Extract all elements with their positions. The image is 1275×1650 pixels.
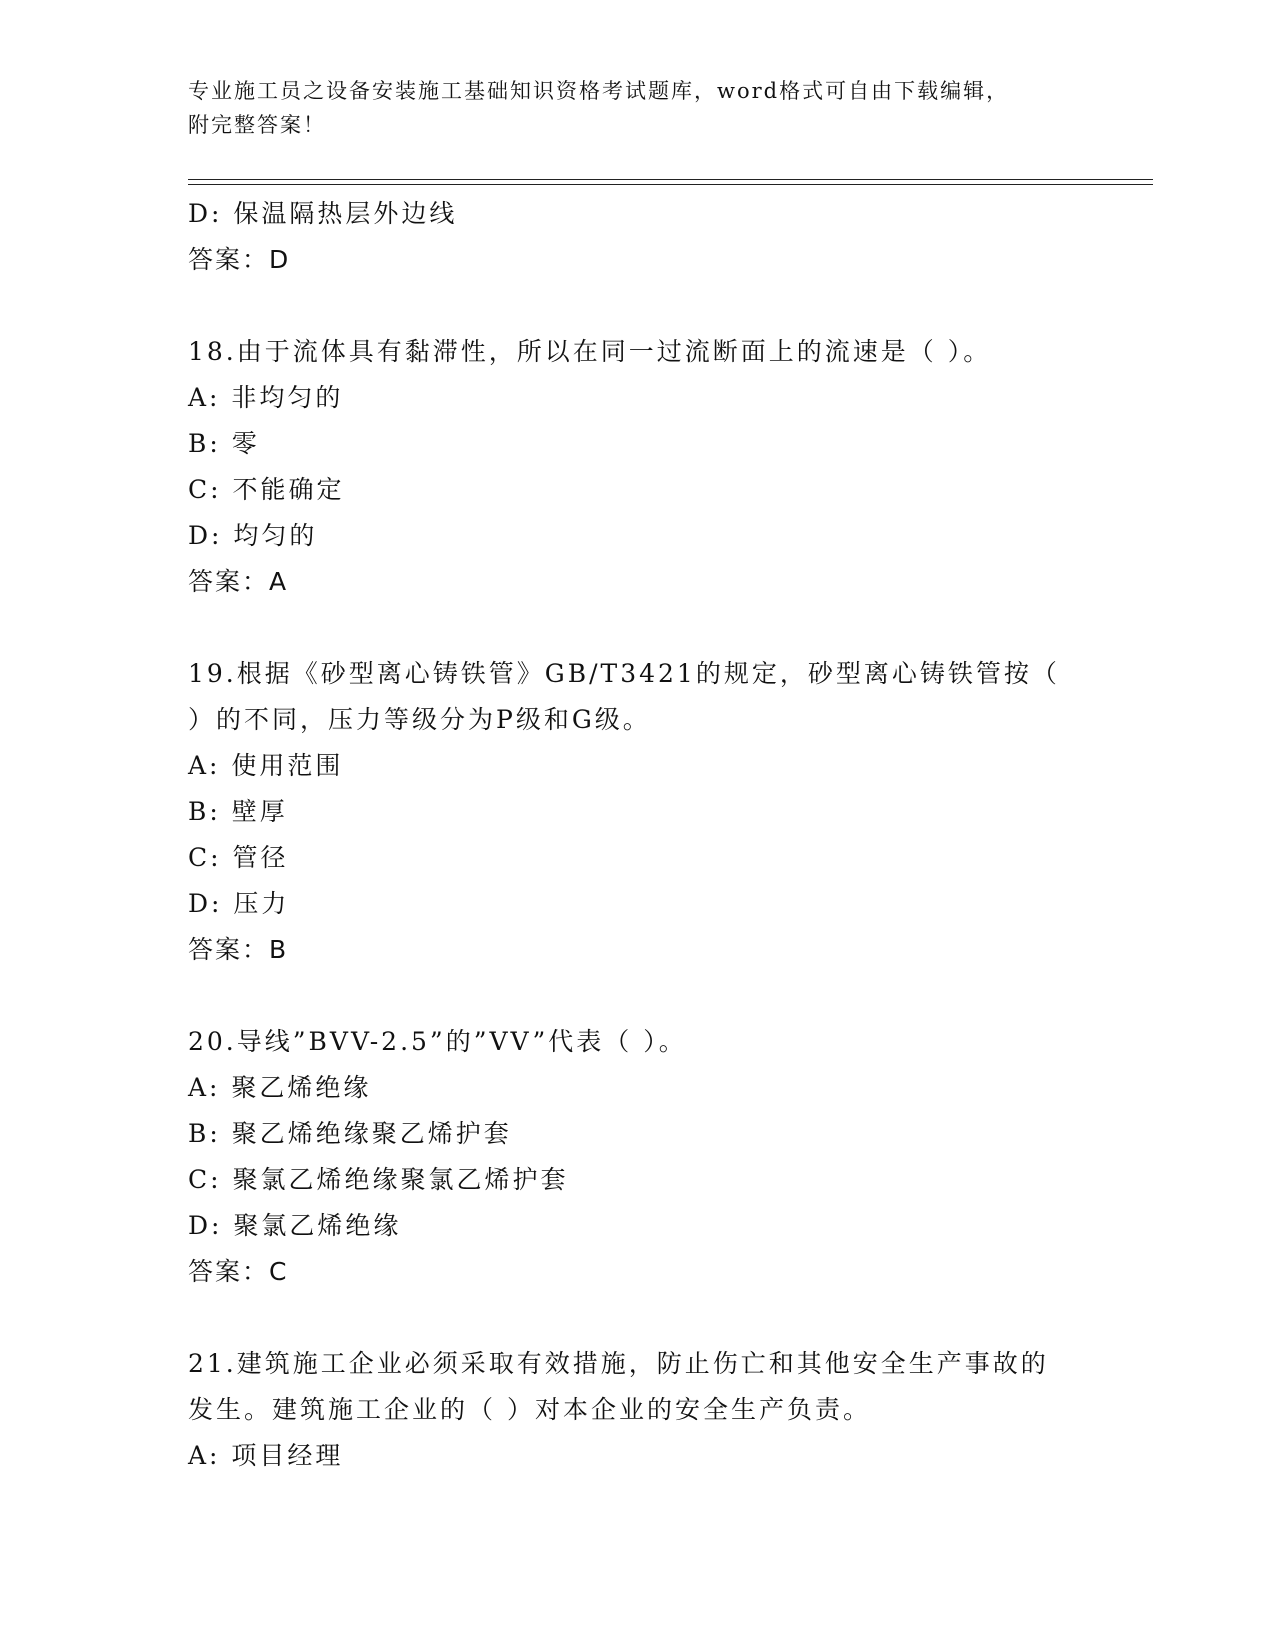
spacer xyxy=(188,973,1148,1019)
q18-option-a: A: 非均匀的 xyxy=(188,383,344,412)
q19-option-b: B: 壁厚 xyxy=(188,797,288,826)
q19-text-line-2: ）的不同，压力等级分为P级和G级。 xyxy=(188,705,651,734)
question-list xyxy=(188,191,1148,1479)
header-divider-top xyxy=(188,179,1153,180)
spacer xyxy=(188,283,1148,329)
q21-text-line-1: 21.建筑施工企业必须采取有效措施，防止伤亡和其他安全生产事故的 xyxy=(188,1349,1049,1378)
spacer xyxy=(188,605,1148,651)
q19-answer: 答案：B xyxy=(188,935,289,964)
q18-option-c: C: 不能确定 xyxy=(188,475,345,504)
q19-option-a: A: 使用范围 xyxy=(188,751,344,780)
spacer xyxy=(188,1295,1148,1341)
header-line-2: 附完整答案！ xyxy=(188,113,326,137)
header-line-1: 专业施工员之设备安装施工基础知识资格考试题库，word格式可自由下载编辑， xyxy=(188,79,1010,103)
q17-answer: 答案：D xyxy=(188,245,291,274)
q19-option-d: D: 压力 xyxy=(188,889,290,918)
q18-option-d: D: 均匀的 xyxy=(188,521,318,550)
q18-text: 18.由于流体具有黏滞性，所以在同一过流断面上的流速是（ ）。 xyxy=(188,337,992,366)
header-divider-bottom xyxy=(188,184,1153,185)
q20-option-b: B: 聚乙烯绝缘聚乙烯护套 xyxy=(188,1119,512,1148)
q17-option-d: D: 保温隔热层外边线 xyxy=(188,199,458,228)
q18-answer: 答案：A xyxy=(188,567,289,596)
q21-option-a: A: 项目经理 xyxy=(188,1441,344,1470)
q19-text-line-1: 19.根据《砂型离心铸铁管》GB/T3421的规定，砂型离心铸铁管按（ xyxy=(188,659,1060,688)
q20-text: 20.导线”BVV-2.5”的”VV”代表（ ）。 xyxy=(188,1027,687,1056)
q20-option-c: C: 聚氯乙烯绝缘聚氯乙烯护套 xyxy=(188,1165,569,1194)
q19-option-c: C: 管径 xyxy=(188,843,289,872)
q18-option-b: B: 零 xyxy=(188,429,260,458)
q20-answer: 答案：C xyxy=(188,1257,289,1286)
document-header xyxy=(188,74,1088,142)
q21-text-line-2: 发生。建筑施工企业的（ ）对本企业的安全生产负责。 xyxy=(188,1395,871,1424)
q20-option-a: A: 聚乙烯绝缘 xyxy=(188,1073,372,1102)
q20-option-d: D: 聚氯乙烯绝缘 xyxy=(188,1211,402,1240)
